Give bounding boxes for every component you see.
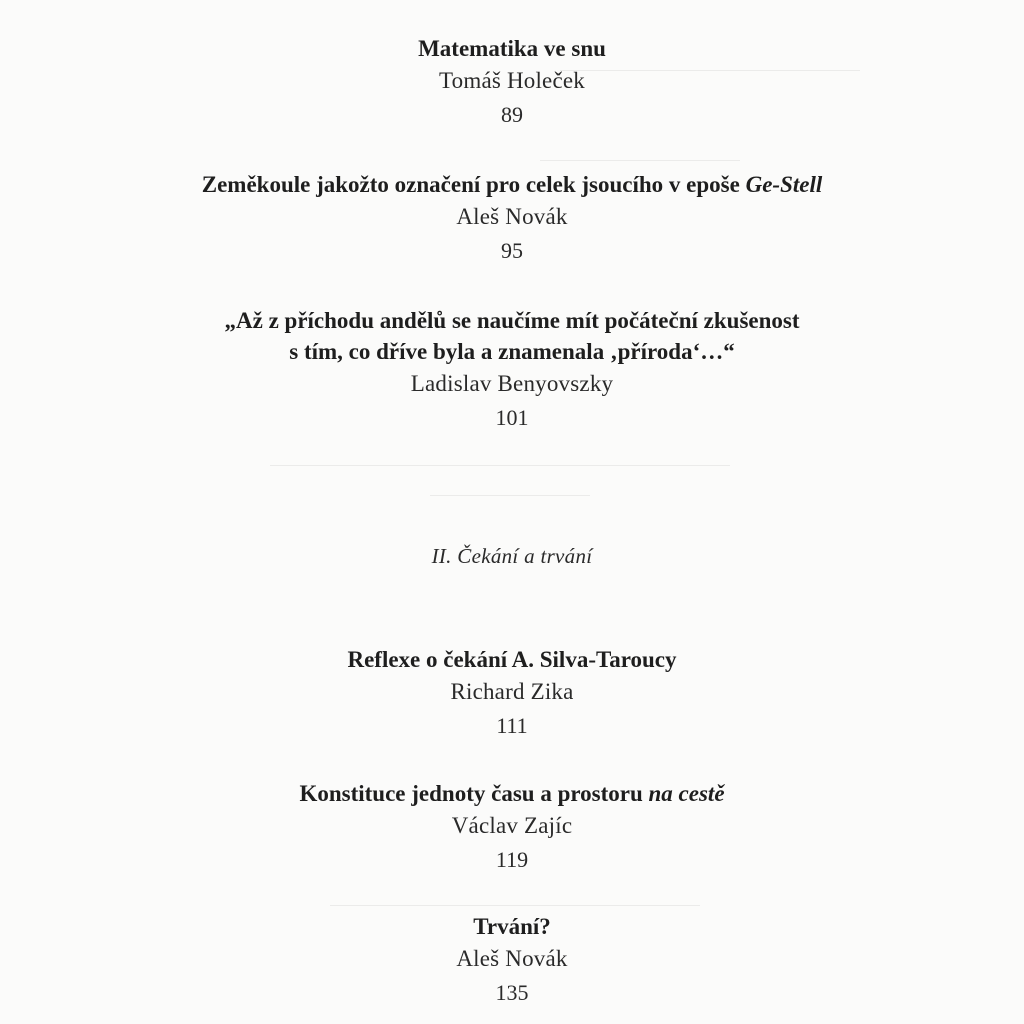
- toc-entry[interactable]: [0, 644, 1024, 744]
- entry-title: Trvání?: [473, 914, 551, 939]
- toc-entry[interactable]: [0, 778, 1024, 878]
- toc-entry[interactable]: [0, 305, 1024, 436]
- toc-entry[interactable]: [0, 169, 1024, 269]
- entry-page-number: 95: [501, 238, 523, 263]
- entry-page-number: 111: [496, 713, 528, 738]
- entry-page-number: 135: [495, 980, 529, 1005]
- entry-author: Richard Zika: [450, 679, 574, 704]
- entry-title: [0, 305, 1024, 367]
- bleed-through-mark: [330, 905, 700, 906]
- entry-title-line: s tím, co dříve byla a znamenala ‚příroda‘…“: [289, 339, 735, 364]
- entry-page-number: 89: [501, 102, 523, 127]
- bleed-through-mark: [430, 495, 590, 496]
- entry-author: Tomáš Holeček: [439, 68, 585, 93]
- entry-title: Konstituce jednoty času a prostoru na cestě: [299, 781, 725, 806]
- entry-title: Reflexe o čekání A. Silva-Taroucy: [347, 647, 677, 672]
- entry-page-number: 101: [495, 405, 529, 430]
- bleed-through-mark: [540, 160, 740, 161]
- bleed-through-mark: [270, 465, 730, 466]
- section-heading: II. Čekání a trvání: [431, 544, 593, 568]
- entry-title-emphasis: na cestě: [648, 781, 725, 806]
- entry-author: Ladislav Benyovszky: [410, 371, 614, 396]
- entry-title: Zeměkoule jakožto označení pro celek jsoucího v epoše Ge-Stell: [201, 172, 823, 197]
- entry-author: Aleš Novák: [456, 946, 568, 971]
- entry-title-emphasis: Ge-Stell: [745, 172, 823, 197]
- entry-author: Václav Zajíc: [451, 813, 573, 838]
- entry-title: Matematika ve snu: [418, 36, 606, 61]
- entry-title-line: „Až z příchodu andělů se naučíme mít počáteční zkušenost: [224, 308, 800, 333]
- toc-entry[interactable]: [0, 911, 1024, 1011]
- toc-entry[interactable]: [0, 33, 1024, 133]
- entry-author: Aleš Novák: [456, 204, 568, 229]
- entry-page-number: 119: [495, 847, 529, 872]
